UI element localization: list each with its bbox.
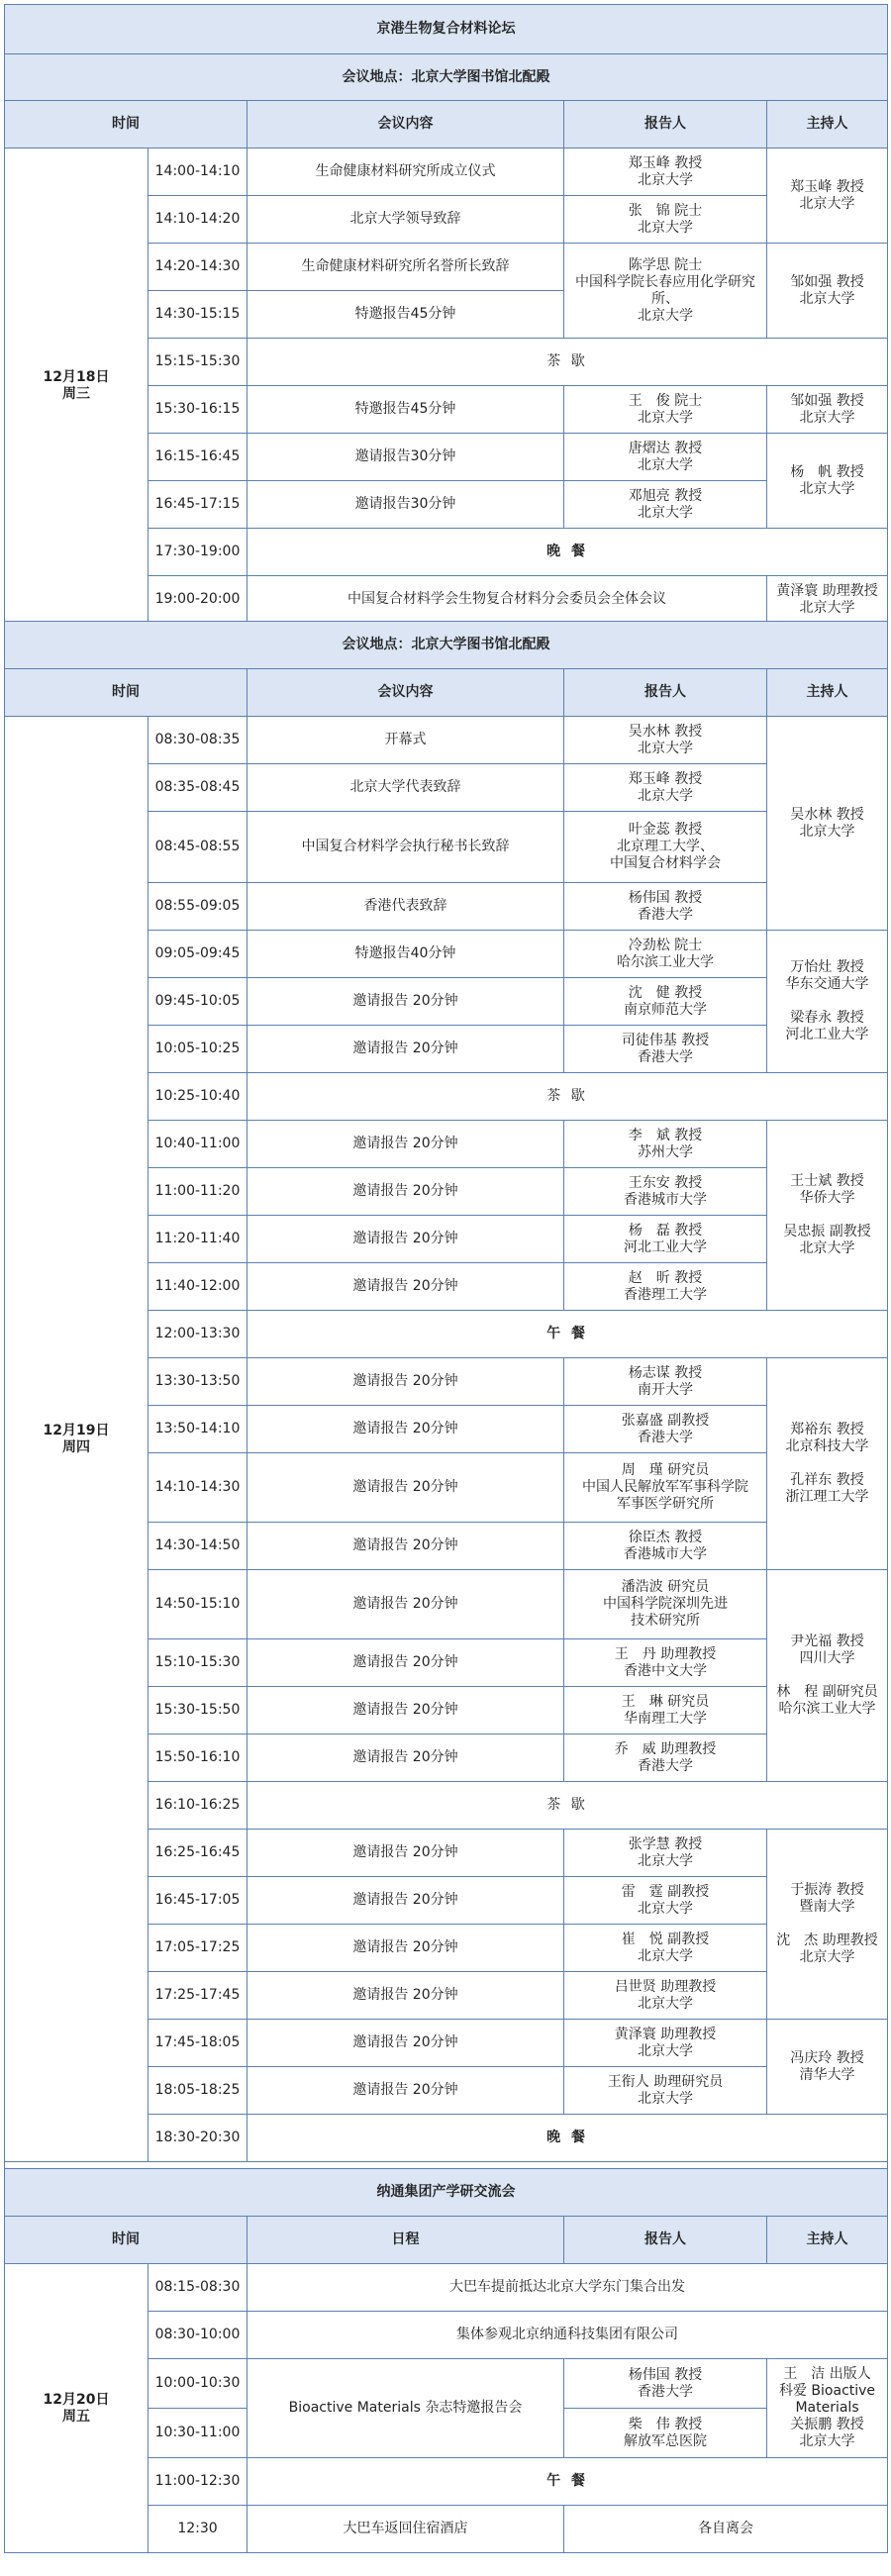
time-cell: 14:50-15:10	[148, 1570, 248, 1639]
host-cell: 郑裕东 教授 北京科技大学 孔祥东 教授 浙江理工大学	[767, 1358, 888, 1570]
host-cell: 尹光福 教授 四川大学 林 程 副研究员 哈尔滨工业大学	[767, 1570, 888, 1782]
speaker-cell: 杨伟国 教授 香港大学	[564, 2359, 767, 2409]
time-cell: 15:15-15:30	[148, 339, 248, 386]
time-cell: 14:30-15:15	[148, 291, 248, 339]
content-cell: 邀请报告 20分钟	[248, 1830, 564, 1877]
content-cell: 邀请报告 20分钟	[248, 2067, 564, 2115]
content-cell: 邀请报告 20分钟	[248, 1639, 564, 1687]
host-cell: 于振涛 教授 暨南大学 沈 杰 助理教授 北京大学	[767, 1830, 888, 2020]
host-cell: 黄泽寰 助理教授 北京大学	[767, 576, 888, 624]
speaker-cell: 赵 昕 教授 香港理工大学	[564, 1263, 767, 1311]
host-cell: 吴水林 教授 北京大学	[767, 717, 888, 931]
time-cell: 14:10-14:30	[148, 1453, 248, 1523]
speaker-cell: 黄泽寰 助理教授 北京大学	[564, 2020, 767, 2067]
time-cell: 08:45-08:55	[148, 812, 248, 883]
time-cell: 15:50-16:10	[148, 1734, 248, 1782]
content-cell: 中国复合材料学会执行秘书长致辞	[248, 812, 564, 883]
speaker-cell: 王 俊 院士 北京大学	[564, 386, 767, 434]
content-cell: 北京大学领导致辞	[248, 196, 564, 244]
speaker-cell: 张嘉盛 副教授 香港大学	[564, 1406, 767, 1453]
time-cell: 16:25-16:45	[148, 1830, 248, 1877]
speaker-cell: 郑玉峰 教授 北京大学	[564, 149, 767, 196]
tea-break-cell: 茶 歇	[248, 1073, 888, 1121]
time-cell: 13:30-13:50	[148, 1358, 248, 1406]
speaker-cell: 邓旭亮 教授 北京大学	[564, 481, 767, 529]
host-cell: 王士斌 教授 华侨大学 吴忠振 副教授 北京大学	[767, 1121, 888, 1311]
speaker-cell: 王衔人 助理研究员 北京大学	[564, 2067, 767, 2115]
time-cell: 10:40-11:00	[148, 1121, 248, 1168]
content-cell: 北京大学代表致辞	[248, 764, 564, 812]
content-cell: 邀请报告30分钟	[248, 481, 564, 529]
time-cell: 18:05-18:25	[148, 2067, 248, 2115]
time-cell: 11:40-12:00	[148, 1263, 248, 1311]
content-cell: 香港代表致辞	[248, 883, 564, 931]
schedule-table-day3	[4, 2168, 888, 2553]
content-cell: 大巴车返回住宿酒店	[248, 2506, 564, 2553]
header-agenda: 日程	[248, 2217, 564, 2264]
speaker-cell: 周 瑾 研究员 中国人民解放军军事科学院 军事医学研究所	[564, 1453, 767, 1523]
time-cell: 15:30-15:50	[148, 1687, 248, 1734]
time-cell: 17:45-18:05	[148, 2020, 248, 2067]
day-cell	[5, 2264, 148, 2553]
speaker-cell: 吴水林 教授 北京大学	[564, 717, 767, 764]
day-date: 12月20日	[43, 2391, 110, 2408]
content-cell: 邀请报告 20分钟	[248, 1406, 564, 1453]
content-cell: 邀请报告 20分钟	[248, 1972, 564, 2020]
time-cell: 17:30-19:00	[148, 529, 248, 576]
content-cell: 邀请报告 20分钟	[248, 1026, 564, 1073]
day-date: 12月19日	[43, 1422, 110, 1438]
time-cell: 10:25-10:40	[148, 1073, 248, 1121]
speaker-cell: 崔 悦 副教授 北京大学	[564, 1925, 767, 1972]
host-cell: 万怡灶 教授 华东交通大学 梁春永 教授 河北工业大学	[767, 931, 888, 1073]
content-cell: 生命健康材料研究所名誉所长致辞	[248, 244, 564, 291]
content-cell: Bioactive Materials 杂志特邀报告会	[248, 2359, 564, 2458]
time-cell: 10:30-11:00	[148, 2409, 248, 2458]
time-cell: 15:10-15:30	[148, 1639, 248, 1687]
content-cell: 邀请报告 20分钟	[248, 1570, 564, 1639]
content-cell: 邀请报告 20分钟	[248, 1263, 564, 1311]
header-content: 会议内容	[248, 669, 564, 717]
content-cell: 邀请报告30分钟	[248, 434, 564, 481]
venue-label: 会议地点：北京大学图书馆北配殿	[5, 54, 888, 101]
speaker-cell: 王 丹 助理教授 香港中文大学	[564, 1639, 767, 1687]
day-cell	[5, 717, 148, 2162]
speaker-cell: 李 斌 教授 苏州大学	[564, 1121, 767, 1168]
speaker-cell: 徐臣杰 教授 香港城市大学	[564, 1523, 767, 1570]
time-cell: 11:20-11:40	[148, 1216, 248, 1263]
host-cell: 邹如强 教授 北京大学	[767, 386, 888, 434]
time-cell: 17:05-17:25	[148, 1925, 248, 1972]
header-speaker: 报告人	[564, 669, 767, 717]
header-host: 主持人	[767, 669, 888, 717]
speaker-cell: 杨伟国 教授 香港大学	[564, 883, 767, 931]
speaker-cell: 潘浩波 研究员 中国科学院深圳先进 技术研究所	[564, 1570, 767, 1639]
speaker-cell: 张 锦 院士 北京大学	[564, 196, 767, 244]
speaker-cell: 冷劲松 院士 哈尔滨工业大学	[564, 931, 767, 978]
content-cell: 邀请报告 20分钟	[248, 1523, 564, 1570]
time-cell: 16:10-16:25	[148, 1782, 248, 1830]
exchange-title: 纳通集团产学研交流会	[5, 2169, 888, 2217]
header-time: 时间	[5, 101, 248, 149]
content-cell: 邀请报告 20分钟	[248, 1734, 564, 1782]
day-cell	[5, 149, 148, 624]
dinner-cell: 晚 餐	[248, 529, 888, 576]
time-cell: 08:30-08:35	[148, 717, 248, 764]
time-cell: 08:55-09:05	[148, 883, 248, 931]
tea-break-cell: 茶 歇	[248, 339, 888, 386]
content-cell: 集体参观北京纳通科技集团有限公司	[248, 2312, 888, 2359]
time-cell: 19:00-20:00	[148, 576, 248, 624]
time-cell: 12:30	[148, 2506, 248, 2553]
content-cell: 特邀报告40分钟	[248, 931, 564, 978]
header-speaker: 报告人	[564, 2217, 767, 2264]
host-cell: 杨 帆 教授 北京大学	[767, 434, 888, 529]
time-cell: 15:30-16:15	[148, 386, 248, 434]
content-cell: 邀请报告 20分钟	[248, 1687, 564, 1734]
speaker-cell: 杨 磊 教授 河北工业大学	[564, 1216, 767, 1263]
time-cell: 14:20-14:30	[148, 244, 248, 291]
content-cell: 邀请报告 20分钟	[248, 1168, 564, 1216]
time-cell: 10:05-10:25	[148, 1026, 248, 1073]
content-cell: 邀请报告 20分钟	[248, 1216, 564, 1263]
speaker-cell: 司徒伟基 教授 香港大学	[564, 1026, 767, 1073]
lunch-cell: 午 餐	[248, 1311, 888, 1358]
content-cell: 邀请报告 20分钟	[248, 978, 564, 1026]
day-date: 12月18日	[43, 368, 110, 385]
schedule-table-day2	[4, 621, 888, 2185]
host-cell: 郑玉峰 教授 北京大学	[767, 149, 888, 244]
time-cell: 14:00-14:10	[148, 149, 248, 196]
content-cell: 邀请报告 20分钟	[248, 1453, 564, 1523]
day-weekday: 周三	[62, 385, 90, 402]
day-weekday: 周五	[62, 2408, 90, 2425]
time-cell: 11:00-12:30	[148, 2458, 248, 2506]
time-cell: 08:30-10:00	[148, 2312, 248, 2359]
time-cell: 14:30-14:50	[148, 1523, 248, 1570]
content-cell: 邀请报告 20分钟	[248, 1925, 564, 1972]
speaker-cell: 叶金蕊 教授 北京理工大学、 中国复合材料学会	[564, 812, 767, 883]
speaker-cell: 沈 健 教授 南京师范大学	[564, 978, 767, 1026]
speaker-cell: 柴 伟 教授 解放军总医院	[564, 2409, 767, 2458]
tea-break-cell: 茶 歇	[248, 1782, 888, 1830]
speaker-cell: 乔 威 助理教授 香港大学	[564, 1734, 767, 1782]
time-cell: 18:30-20:30	[148, 2115, 248, 2162]
content-cell: 邀请报告 20分钟	[248, 1877, 564, 1925]
header-host: 主持人	[767, 2217, 888, 2264]
time-cell: 08:35-08:45	[148, 764, 248, 812]
header-host: 主持人	[767, 101, 888, 149]
time-cell: 14:10-14:20	[148, 196, 248, 244]
time-cell: 16:15-16:45	[148, 434, 248, 481]
schedule-table-day1	[4, 4, 888, 624]
time-cell: 12:00-13:30	[148, 1311, 248, 1358]
host-cell: 邹如强 教授 北京大学	[767, 244, 888, 339]
content-cell: 中国复合材料学会生物复合材料分会委员会全体会议	[248, 576, 767, 624]
speaker-cell: 吕世贤 助理教授 北京大学	[564, 1972, 767, 2020]
day-weekday: 周四	[62, 1438, 90, 1455]
header-content: 会议内容	[248, 101, 564, 149]
host-cell: 王 洁 出版人 科爱 Bioactive Materials 关振鹏 教授 北京大学	[767, 2359, 888, 2458]
dinner-cell: 晚 餐	[248, 2115, 888, 2162]
forum-title: 京港生物复合材料论坛	[5, 5, 888, 54]
venue-label: 会议地点：北京大学图书馆北配殿	[5, 622, 888, 669]
speaker-cell: 唐熠达 教授 北京大学	[564, 434, 767, 481]
content-cell: 邀请报告 20分钟	[248, 1121, 564, 1168]
speaker-cell: 郑玉峰 教授 北京大学	[564, 764, 767, 812]
host-cell: 冯庆玲 教授 清华大学	[767, 2020, 888, 2115]
time-cell: 09:45-10:05	[148, 978, 248, 1026]
speaker-cell: 雷 霆 副教授 北京大学	[564, 1877, 767, 1925]
header-speaker: 报告人	[564, 101, 767, 149]
content-cell: 邀请报告 20分钟	[248, 2020, 564, 2067]
speaker-cell: 杨志谋 教授 南开大学	[564, 1358, 767, 1406]
time-cell: 16:45-17:05	[148, 1877, 248, 1925]
time-cell: 11:00-11:20	[148, 1168, 248, 1216]
time-cell: 09:05-09:45	[148, 931, 248, 978]
content-cell: 特邀报告45分钟	[248, 291, 564, 339]
content-cell: 开幕式	[248, 717, 564, 764]
time-cell: 08:15-08:30	[148, 2264, 248, 2312]
time-cell: 16:45-17:15	[148, 481, 248, 529]
time-cell: 17:25-17:45	[148, 1972, 248, 2020]
speaker-cell: 陈学思 院士 中国科学院长春应用化学研究所、 北京大学	[564, 244, 767, 339]
speaker-cell: 张学慧 教授 北京大学	[564, 1830, 767, 1877]
speaker-cell: 王 琳 研究员 华南理工大学	[564, 1687, 767, 1734]
content-cell: 特邀报告45分钟	[248, 386, 564, 434]
content-cell: 大巴车提前抵达北京大学东门集合出发	[248, 2264, 888, 2312]
header-time: 时间	[5, 2217, 248, 2264]
content-cell: 生命健康材料研究所成立仪式	[248, 149, 564, 196]
header-time: 时间	[5, 669, 248, 717]
lunch-cell: 午 餐	[248, 2458, 888, 2506]
time-cell: 10:00-10:30	[148, 2359, 248, 2409]
departure-cell: 各自离会	[564, 2506, 888, 2553]
speaker-cell: 王东安 教授 香港城市大学	[564, 1168, 767, 1216]
content-cell: 邀请报告 20分钟	[248, 1358, 564, 1406]
time-cell: 13:50-14:10	[148, 1406, 248, 1453]
